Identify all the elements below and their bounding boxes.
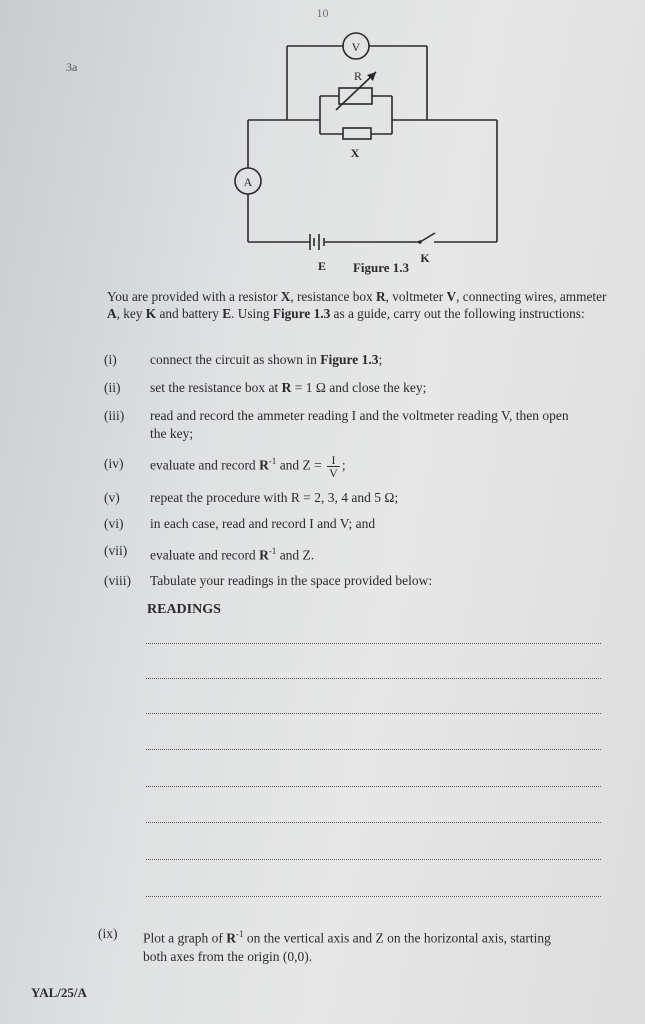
intro-resistance-box: R [375,289,386,304]
step-iii [104,407,614,447]
step-text [150,542,314,565]
intro-figure-ref: Figure 1.3 [272,306,331,321]
intro-resistor: X [280,289,291,304]
resistor-symbol [343,128,371,139]
step-vii [104,542,614,562]
intro-text: . Using [231,306,273,321]
step-ii [104,379,614,399]
step-number: (vii) [104,543,128,558]
answer-line[interactable] [146,896,601,897]
step-text-part: ; [341,457,346,473]
footer-code: YAL/25/A [31,985,87,1000]
step-text [150,452,346,479]
step-bold: R [281,380,292,395]
step-text-part: evaluate and record [150,547,260,563]
intro-text: , resistance box [290,289,376,304]
key-label: K [420,251,430,265]
battery-symbol [310,234,324,250]
intro-voltmeter: V [446,289,457,304]
intro-battery: E [222,306,232,321]
step-text [150,379,426,397]
step-i [104,351,614,371]
intro-text: , key [116,306,146,321]
step-number: (iii) [104,408,125,423]
step-text-part: evaluate and record [150,457,260,473]
page-number: 10 [316,6,329,20]
fraction-denominator: V [329,465,338,480]
step-bold: R [226,930,236,946]
fraction [327,454,340,479]
step-bold: R [259,457,269,473]
step-v [104,489,614,509]
intro-text: as a guide, carry out the following instructions: [330,306,585,321]
step-number: (iv) [104,456,124,471]
step-number: (i) [104,352,117,367]
step-number: (v) [104,490,120,505]
step-text: in each case, read and record I and V; and [150,516,376,531]
answer-line[interactable] [146,749,601,750]
answer-line[interactable] [146,822,601,823]
step-text-part: ; [378,352,383,367]
step-number: (vi) [104,516,124,531]
resistor-label: X [350,146,360,160]
fraction-numerator: I [327,454,340,467]
answer-line[interactable] [146,678,601,679]
step-text: repeat the procedure with R = 2, 3, 4 and 5 Ω; [150,490,399,505]
step-superscript: -1 [268,546,277,556]
step-text-part: connect the circuit as shown in [150,352,321,367]
step-text-part: = 1 Ω and close the key; [291,380,427,395]
step-text-part: read and record the ammeter reading I and the voltmeter reading V, then open [150,408,569,423]
intro-text: , connecting wires, ammeter [456,289,607,304]
step-superscript: -1 [236,929,244,939]
figure-caption: Figure 1.3 [352,260,410,275]
key-switch [420,233,435,242]
ammeter-label: A [243,175,253,189]
intro-key: K [145,306,157,321]
answer-line[interactable] [146,786,601,787]
step-bold: Figure 1.3 [320,352,379,367]
step-text [150,351,382,369]
step-iv [104,452,614,482]
step-ix [98,925,618,965]
step-text-part: set the resistance box at [150,380,282,395]
readings-title: READINGS [147,602,221,617]
step-text-part: and Z. [276,547,315,563]
step-text-part: Plot a graph of [143,930,227,946]
battery-label: E [317,259,327,273]
question-number: 3a [66,60,78,74]
intro-text: , voltmeter [385,289,447,304]
step-text: Tabulate your readings in the space provided below: [150,573,433,588]
resistance-box-label: R [353,69,363,83]
step-text-part: the key; [150,426,194,441]
intro-paragraph [107,288,612,322]
step-bold: R [259,547,269,563]
answer-line[interactable] [146,643,601,644]
step-number: (ii) [104,380,121,395]
step-vi [104,515,614,535]
intro-text: You are provided with a resistor [107,289,281,304]
step-text-part: on the vertical axis and Z on the horizontal axis, starting [243,930,551,946]
step-text-part: both axes from the origin (0,0). [143,948,313,964]
step-number: (ix) [98,926,118,941]
step-viii [104,572,614,592]
step-text [150,407,610,443]
intro-ammeter: A [107,306,117,321]
step-text-part: and Z = [276,457,326,473]
step-text [143,925,613,966]
answer-line[interactable] [146,713,601,714]
voltmeter-label: V [351,40,361,54]
intro-text: and battery [156,306,223,321]
circuit-diagram [0,0,645,290]
step-number: (viii) [104,573,131,588]
answer-line[interactable] [146,859,601,860]
step-superscript: -1 [268,456,277,466]
